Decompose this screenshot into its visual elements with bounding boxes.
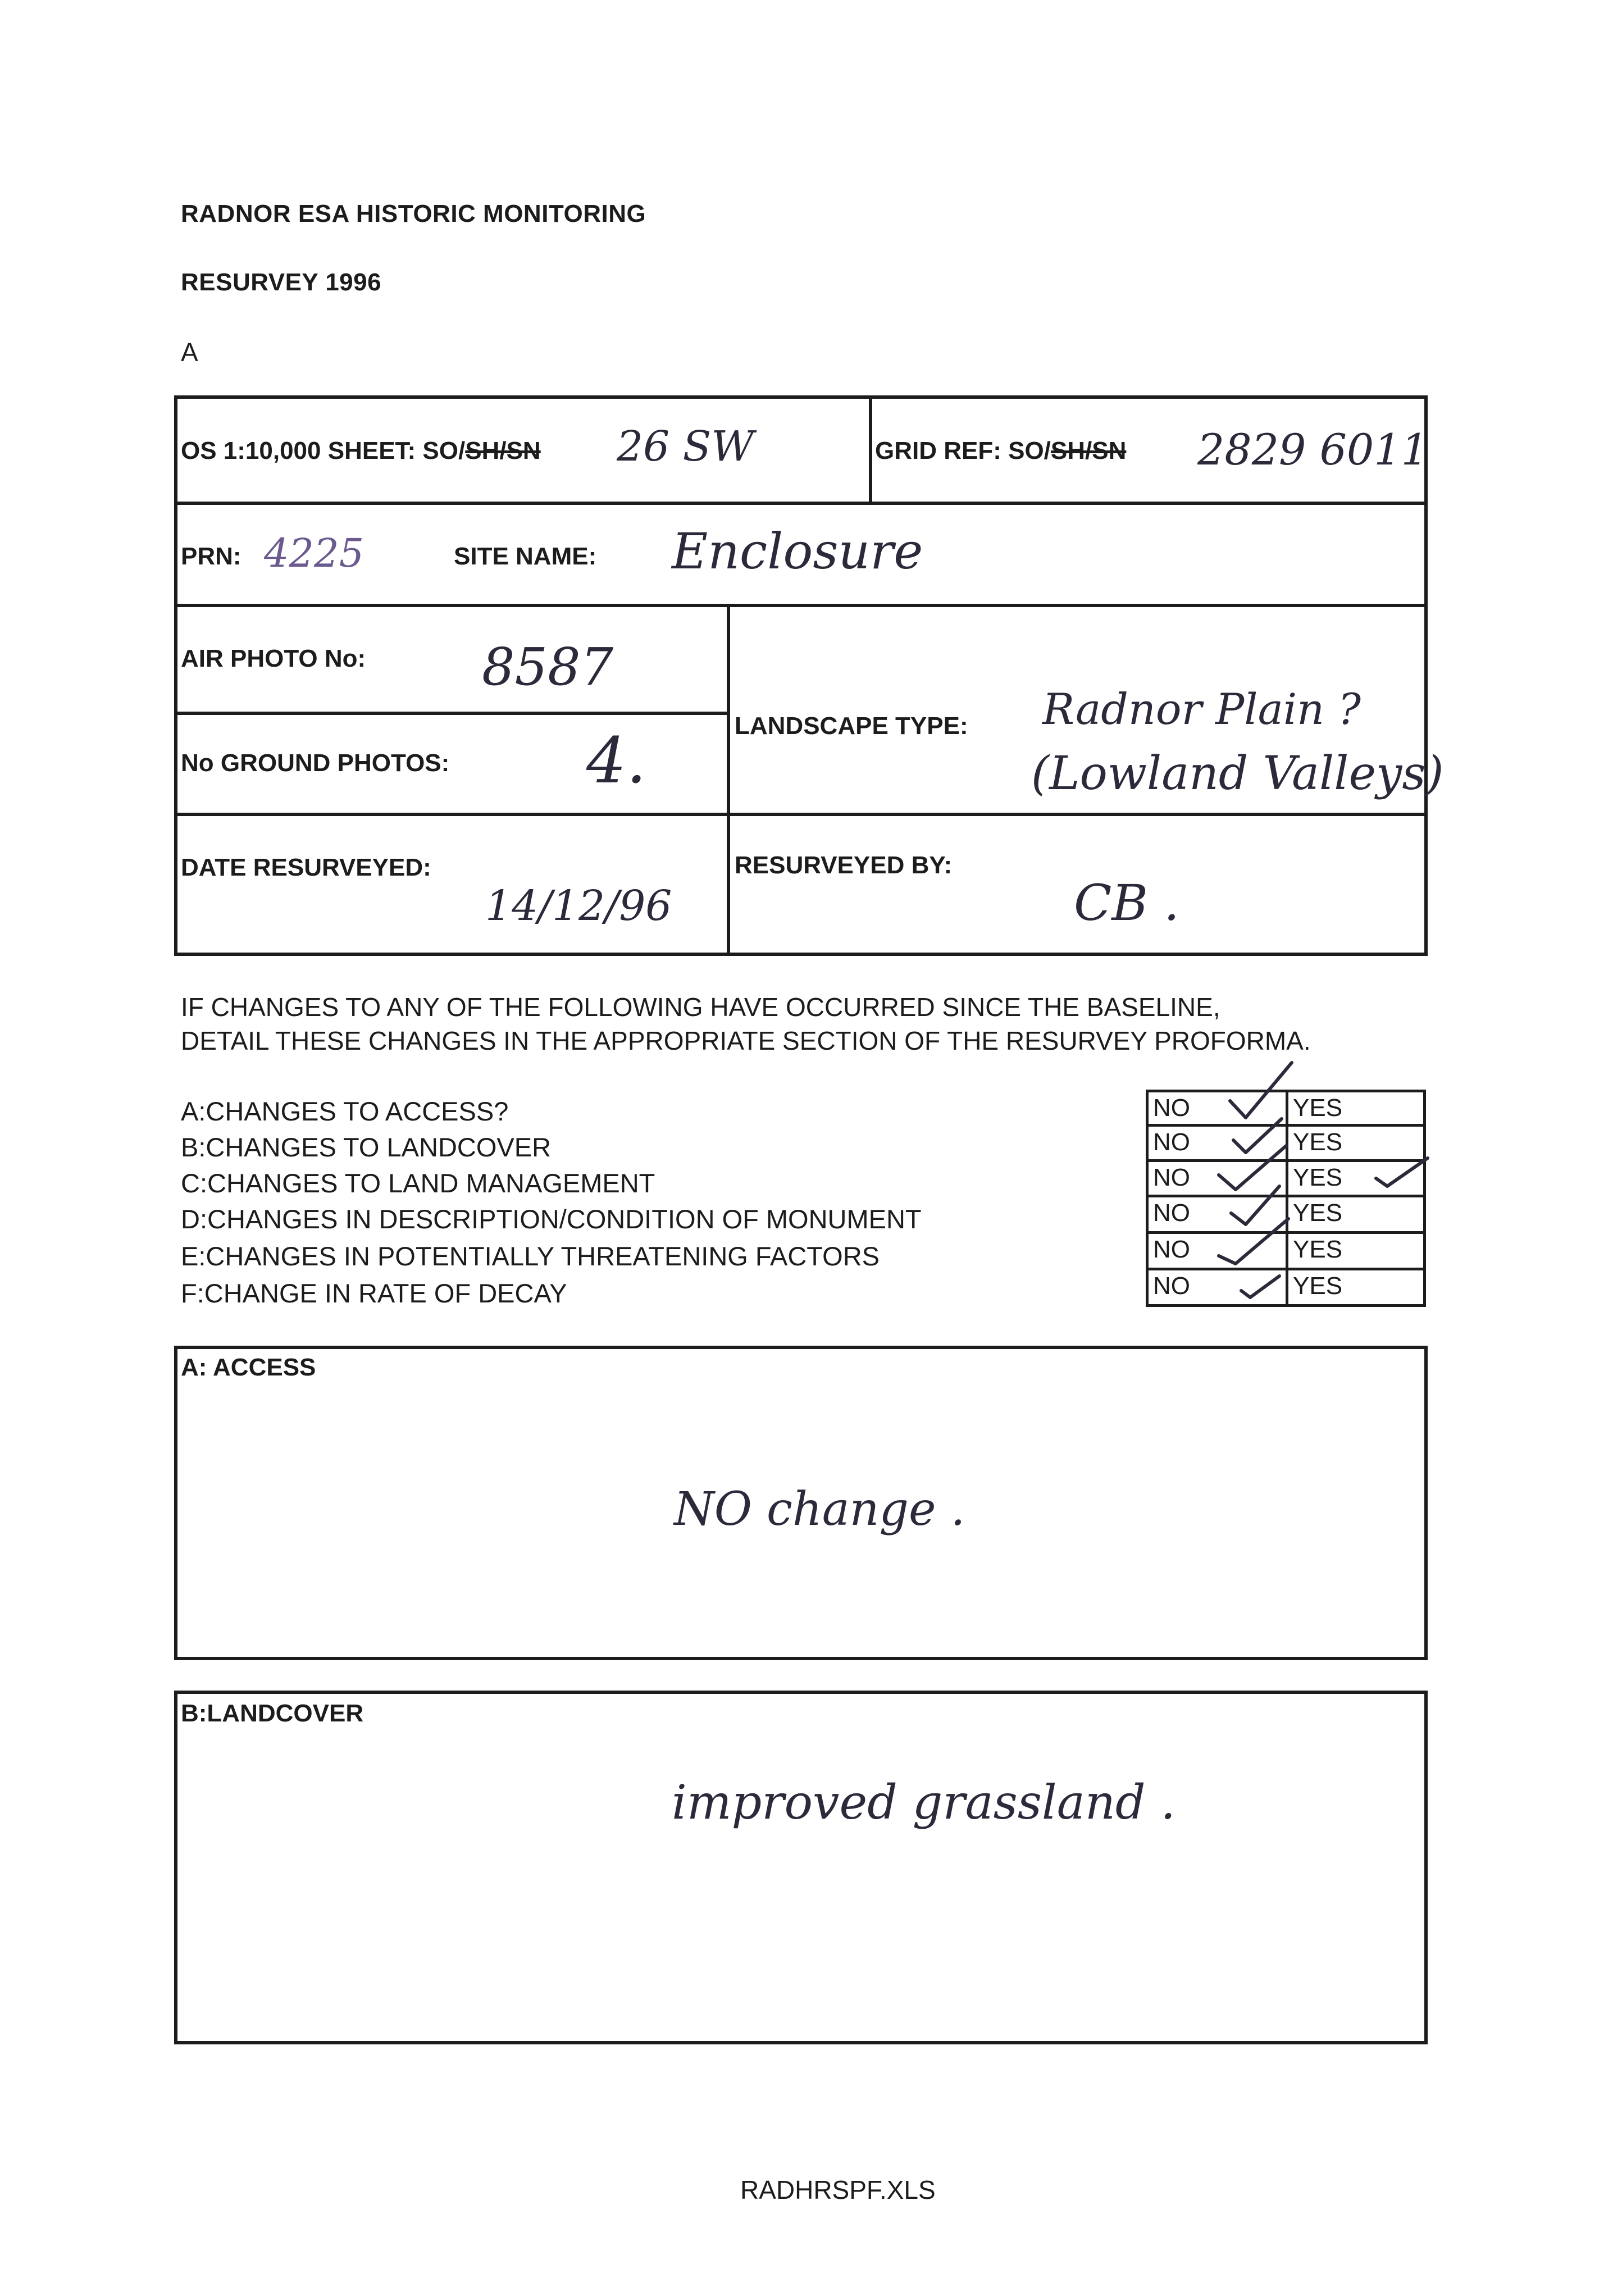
check-mark-icon bbox=[1241, 1276, 1279, 1297]
yes-cell-f[interactable]: YES bbox=[1286, 1268, 1426, 1307]
resurveyed-by-label: RESURVEYED BY: bbox=[735, 851, 953, 879]
row-divider-3 bbox=[174, 712, 730, 715]
yes-cell-a[interactable]: YES bbox=[1286, 1090, 1426, 1127]
instructions-line-1: IF CHANGES TO ANY OF THE FOLLOWING HAVE OCCURRED SINCE THE BASELINE, bbox=[181, 992, 1220, 1022]
os-sheet-value: 26 SW bbox=[617, 422, 754, 471]
resurveyed-by-value: CB . bbox=[1074, 874, 1179, 932]
site-name-label: SITE NAME: bbox=[454, 543, 597, 570]
landscape-type-label: LANDSCAPE TYPE: bbox=[735, 712, 968, 740]
question-d: D:CHANGES IN DESCRIPTION/CONDITION OF MONUMENT bbox=[181, 1204, 922, 1234]
question-c: C:CHANGES TO LAND MANAGEMENT bbox=[181, 1168, 655, 1198]
date-resurveyed-value: 14/12/96 bbox=[485, 882, 672, 930]
ground-photos-label: No GROUND PHOTOS: bbox=[181, 749, 450, 777]
form-subtitle: RESURVEY 1996 bbox=[181, 268, 382, 296]
question-b: B:CHANGES TO LANDCOVER bbox=[181, 1132, 552, 1162]
grid-ref-field bbox=[875, 437, 1126, 465]
no-cell-c[interactable]: NO bbox=[1146, 1159, 1288, 1197]
grid-ref-label: GRID REF: SO/ bbox=[875, 437, 1051, 464]
check-mark-icon bbox=[1376, 1158, 1428, 1186]
access-section-note[interactable]: NO change . bbox=[674, 1483, 965, 1536]
landcover-section-note[interactable]: improved grassland . bbox=[672, 1775, 1176, 1830]
landcover-section-title: B:LANDCOVER bbox=[181, 1700, 364, 1727]
os-sheet-label: OS 1:10,000 SHEET: SO/ bbox=[181, 437, 466, 464]
access-section-title: A: ACCESS bbox=[181, 1354, 316, 1381]
check-mark-icon bbox=[1219, 1219, 1288, 1264]
row-divider-4 bbox=[174, 813, 1428, 816]
row-divider-2 bbox=[174, 604, 1428, 607]
no-cell-b[interactable]: NO bbox=[1146, 1124, 1288, 1162]
air-photo-value: 8587 bbox=[482, 637, 614, 697]
no-cell-f[interactable]: NO bbox=[1146, 1268, 1288, 1307]
date-resurveyed-label: DATE RESURVEYED: bbox=[181, 854, 431, 881]
check-mark-icon bbox=[1231, 1186, 1279, 1224]
landcover-section-box bbox=[174, 1691, 1428, 2044]
air-photo-label: AIR PHOTO No: bbox=[181, 645, 366, 672]
col-divider-1 bbox=[869, 395, 872, 503]
yes-cell-b[interactable]: YES bbox=[1286, 1124, 1426, 1162]
prn-value: 4225 bbox=[264, 530, 365, 576]
yes-cell-c[interactable]: YES bbox=[1286, 1159, 1426, 1197]
footer-filename: RADHRSPF.XLS bbox=[740, 2175, 936, 2204]
no-cell-e[interactable]: NO bbox=[1146, 1231, 1288, 1270]
col-divider-2 bbox=[727, 604, 730, 956]
check-mark-icon bbox=[1219, 1146, 1286, 1190]
form-title: RADNOR ESA HISTORIC MONITORING bbox=[181, 200, 646, 227]
check-mark-icon bbox=[1233, 1119, 1282, 1152]
os-sheet-field bbox=[181, 437, 541, 465]
yes-cell-e[interactable]: YES bbox=[1286, 1231, 1426, 1270]
tick-marks-overlay bbox=[1179, 1056, 1438, 1314]
os-sheet-struck-text: SH/SN bbox=[465, 437, 541, 464]
ground-photos-value: 4. bbox=[586, 725, 646, 798]
row-divider-1 bbox=[174, 502, 1428, 505]
instructions-line-2: DETAIL THESE CHANGES IN THE APPROPRIATE SECTION OF THE RESURVEY PROFORMA. bbox=[181, 1026, 1311, 1055]
prn-label: PRN: bbox=[181, 543, 242, 570]
site-name-value: Enclosure bbox=[672, 522, 923, 580]
section-letter: A bbox=[181, 338, 198, 367]
question-e: E:CHANGES IN POTENTIALLY THREATENING FACTORS bbox=[181, 1241, 880, 1271]
grid-ref-struck-text: SH/SN bbox=[1050, 437, 1127, 464]
no-cell-d[interactable]: NO bbox=[1146, 1195, 1288, 1234]
check-mark-icon bbox=[1230, 1063, 1292, 1118]
yes-cell-d[interactable]: YES bbox=[1286, 1195, 1426, 1234]
grid-ref-value: 2829 6011 bbox=[1197, 425, 1428, 475]
question-f: F:CHANGE IN RATE OF DECAY bbox=[181, 1278, 567, 1308]
landscape-type-value-line2: (Lowland Valleys) bbox=[1031, 747, 1444, 800]
no-cell-a[interactable]: NO bbox=[1146, 1090, 1288, 1127]
landscape-type-value-line1: Radnor Plain ? bbox=[1042, 684, 1361, 734]
question-a: A:CHANGES TO ACCESS? bbox=[181, 1096, 509, 1126]
